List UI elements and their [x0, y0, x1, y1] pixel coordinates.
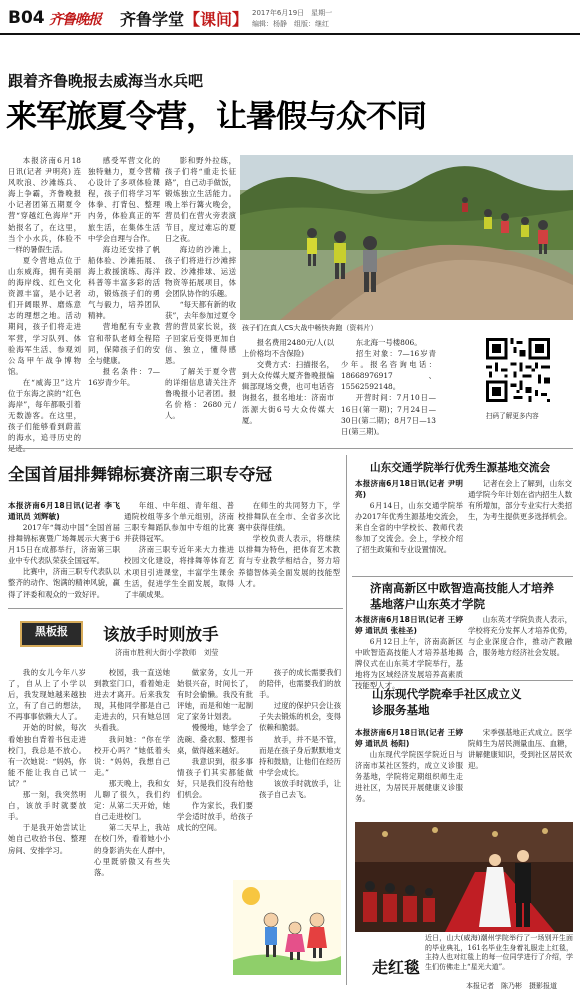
- column-col-3: [177, 667, 253, 879]
- paragraph: 交费方式：扫描报名，到大众传媒大厦齐鲁晚报编辑部现场交费，也可电话咨询报名，报名地址：济南市泺源大街6号大众传媒大厦。: [242, 360, 334, 425]
- paragraph: 报名费用2480元/人(以上价格均不含保险): [242, 338, 334, 359]
- section-name: 齐鲁学堂: [120, 10, 185, 29]
- paragraph: 我意识到，很多事情孩子们其实都能做好，只是我们没有给他们机会。: [177, 756, 253, 800]
- red-carpet-caption: [425, 934, 573, 980]
- paragraph: 报名条件：7—16岁青少年。: [88, 366, 160, 387]
- paragraph: 那一刻，我突然明白，该放手时就要放手。: [8, 790, 86, 822]
- column-col-4: [259, 667, 341, 879]
- paragraph: 招生对象：7—16岁青少年。报名咨询电话：18668976917、15562592148。: [341, 349, 436, 392]
- paragraph: 宋季强基地正式成立。医学院师生为居民测量血压、血糖，讲解健康知识，受到社区居民欢迎。: [468, 728, 572, 771]
- news2-headline: 济南高新区中欧智造高技能人才培养基地落户山东英才学院: [370, 581, 554, 611]
- paragraph: 夏令营地点位于山东威海，拥有美丽的海岸线、红色文化资源丰富，是小记者们开阔眼界、磨炼意志的理想之地。活动期间，孩子们将走进军营，学习队列、体验海军生活、参观刘公岛甲午战争博物馆。: [8, 255, 81, 376]
- paragraph: 开始的时候，每次看她独自背着书包走进校门，我总是不放心。有一次她说：“妈妈，你能不能让我自己试一试？”: [8, 723, 86, 788]
- news3-col-1: [355, 727, 463, 815]
- column-headline: 该放手时则放手: [103, 625, 219, 644]
- paragraph: 济南三职专近年来大力推进校园文化建设，将排舞等体育艺术项目引进课堂，丰富学生课余生活，促进学生全面发展，取得了丰硕成果。: [124, 545, 234, 599]
- kids-running-photo: [240, 155, 573, 320]
- paragraph: 孩子的成长需要我们的陪伴，也需要我们的放手。: [259, 668, 341, 700]
- lead-column-2: [88, 155, 160, 445]
- paragraph: 本报济南6月18日讯(记者 尹明亮) 连风吹浪、沙滩练兵、海上争霸，齐鲁晚报小记者团第五期夏令营“穿越红色海岸”开始报名了，在这里，当个小水兵，体验不一样的暑假生活。: [8, 156, 81, 254]
- paragraph: “每天都有新的收获”，去年参加过夏令营的营员家长说，孩子回家后变得更加自信、独立，懂得感恩。: [165, 300, 236, 365]
- paragraph: 影和野外拉练，孩子们将“重走长征路”，自己动手做饭，锻炼独立生活能力。晚上举行篝火晚会，营员们在营火旁表演节目，度过难忘的夏日之夜。: [165, 156, 236, 243]
- column-author: 济南市胜利大街小学教师 刘莹: [115, 648, 219, 657]
- news1-col-1: [355, 478, 463, 573]
- lead-info-right: [341, 337, 436, 445]
- paragraph: 慢慢地，她学会了洗碗、叠衣服、整理书桌，做得越来越好。: [177, 723, 253, 755]
- red-carpet-caption-text: 近日，山大(威海)潮州学院举行了一场别开生面的毕业典礼，161名毕业生身着礼服走上红毯，主持人也对红毯上的每一位同学进行了介绍，学生们仿佛走上“星光大道”。: [425, 934, 573, 971]
- paragraph: 年组、中年组、青年组、普通院校组等多个单元组别，济南三职专舞蹈队参加中专组的比赛并获得冠军。: [124, 501, 234, 544]
- red-carpet-credit: 本报记者 陈乃彬 摄影报道: [466, 982, 557, 990]
- kids-drawing-illustration: [233, 880, 341, 975]
- divider-2: [8, 608, 343, 609]
- lead-headline: 来军旅夏令营，让暑假与众不同: [6, 99, 426, 135]
- paragraph: 东北海一号楼806。: [355, 338, 422, 347]
- paragraph: 放手，并不是不管，而是在孩子身后默默地支持和鼓励，让他们在经历中学会成长。: [259, 734, 341, 777]
- paragraph: 感受军营文化的独特魅力，夏令营精心设计了多项体验课程，孩子们将学习军体拳、打背包、整理内务，体验真正的军旅生活，在集体生活中学会自理与合作。: [88, 156, 160, 243]
- paragraph: 2017年“舞动中国”全国首届排舞锦标赛暨广场舞展示大赛于6月15日在成都举行，济南第三职业中专代表队荣获全国冠军。: [8, 523, 120, 566]
- column-col-1: [8, 667, 86, 987]
- header-rule: [0, 33, 580, 35]
- lead-info-left: [242, 337, 334, 445]
- paragraph: 在师生的共同努力下，学校排舞队在全市、全省多次比赛中获得佳绩。: [238, 501, 340, 533]
- qr-code[interactable]: [486, 338, 550, 402]
- paragraph: 那天晚上，我和女儿聊了很久，我们约定：从第二天开始，她自己走进校门。: [94, 778, 170, 822]
- blackboard-badge-label: 黑板报: [35, 625, 68, 638]
- news2-byline: 本报济南6月18日讯(记者 王婷婷 通讯员 张桂圣): [355, 615, 463, 635]
- paragraph: 山东现代学院医学院近日与济南市某社区签约，成立义诊服务基地，学院将定期组织师生走进社区，为居民开展健康义诊服务。: [355, 750, 463, 804]
- graduation-photo: [355, 822, 573, 932]
- story2-column-2: [124, 500, 234, 608]
- paragraph: 营地配有专业教官和带队老师全程陪同，保障孩子们的安全与健康。: [88, 322, 160, 365]
- news3-headline: 山东现代学院牵手社区成立义诊服务基地: [372, 687, 522, 717]
- red-carpet-headline: 走红毯: [372, 958, 421, 977]
- story2-byline: 本报济南6月18日讯(记者 李飞 通讯员 刘辉敏): [8, 501, 120, 521]
- paragraph: 海边的沙滩上，孩子们将进行沙滩摔跤、沙滩排球、运送物资等拓展项目，体会团队协作的乐趣。: [165, 244, 236, 299]
- editor-credits: 编辑：杨静 组版：继红: [252, 20, 329, 28]
- page-header: [0, 0, 580, 34]
- paragraph: 学校负责人表示，将继续以排舞为特色，把体育艺术教育与专业教学相结合，努力培养德智体美全面发展的技能型人才。: [238, 534, 340, 588]
- paragraph: 该放手时就放手，让孩子自己去飞。: [259, 778, 341, 800]
- paragraph: 校园，我一直送她到教室门口，看着她走进去才离开。后来我发现，其他同学都是自己走进去的，只有她总回头看我。: [94, 668, 170, 733]
- paragraph: 6月12日上午，济南高新区中欧智造高技能人才培养基地揭牌仪式在山东英才学院举行，基地将为区域经济发展培养高素质技能型人才。: [355, 637, 463, 691]
- paragraph: 作为家长，我们要学会适时放手，给孩子成长的空间。: [177, 801, 253, 833]
- lead-photo-caption: 孩子们在真人CS大战中畅快奔跑（资料片）: [242, 324, 378, 332]
- paragraph: 做家务，女儿一开始很兴奋，时间长了，有时会偷懒。我没有批评她，而是和她一起制定了家务计划表。: [177, 668, 253, 722]
- news3-col-2: [468, 727, 572, 815]
- news2-col-1: [355, 614, 463, 691]
- blackboard-badge: [20, 621, 83, 647]
- section-column: 课间: [200, 10, 233, 29]
- qr-code-icon: [486, 338, 550, 402]
- qr-caption: 扫码了解更多内容: [486, 412, 539, 420]
- news1-col-2: [468, 478, 572, 573]
- paragraph: 于是我开始尝试让她自己收拾书包、整理房间、安排学习。: [8, 823, 86, 855]
- paragraph: 比赛中，济南三职专代表队以整齐的动作、饱满的精神风貌，赢得了评委和观众的一致好评。: [8, 567, 120, 599]
- column-col-2: [94, 667, 170, 987]
- paper-logo: 齐鲁晚报: [49, 12, 101, 28]
- paragraph: 我的女儿今年八岁了，自从上了小学以后，我发现她越来越独立，有了自己的想法，不再事事依赖大人了。: [8, 668, 86, 722]
- lead-column-1: [8, 155, 81, 445]
- paragraph: 记者在会上了解到，山东交通学院今年计划在省内招生人数有所增加，部分专业实行大类招生，为考生提供更多选择机会。: [468, 479, 572, 522]
- story2-column-1: [8, 500, 120, 608]
- divider-right-2: [352, 680, 573, 681]
- news1-headline: 山东交通学院举行优秀生源基地交流会: [370, 462, 551, 474]
- news1-byline: 本报济南6月18日讯(记者 尹明亮): [355, 479, 463, 499]
- story2-headline: 全国首届排舞锦标赛济南三职专夺冠: [8, 465, 272, 484]
- family-drawing: [233, 880, 341, 975]
- right-vertical-divider: [346, 455, 347, 985]
- divider-1: [8, 448, 573, 449]
- paragraph: 海边还安排了帆船体验、沙滩拓展、海上救援演练、海洋科普等丰富多彩的活动，锻炼孩子们的勇气与毅力，培养团队精神。: [88, 244, 160, 321]
- issue-date: 2017年6月19日 星期一: [252, 9, 333, 17]
- story2-column-3: [238, 500, 340, 608]
- paragraph: 6月14日，山东交通学院举办2017年优秀生源基地交流会，来自全省的中学校长、教师代表参加了交流会。会上，学校介绍了招生政策和专业设置情况。: [355, 501, 463, 555]
- lead-column-3: [165, 155, 236, 445]
- paragraph: 我问她：“你在学校开心吗？”她低着头说：“妈妈，我想自己走。”: [94, 734, 170, 777]
- red-carpet-photo: [355, 822, 573, 932]
- paragraph: 开营时间：7月10日—16日(第一期)；7月24日—30日(第二期)；8月7日—13日(第三期)。: [341, 393, 436, 436]
- lead-photo: [240, 155, 573, 320]
- paragraph: 了解关于夏令营的详细信息请关注齐鲁晚报小记者团。报名价格：2680元/人。: [165, 366, 236, 421]
- paragraph: 在“威海卫”这片位于东海之滨的“红色海岸”，每年都吸引着无数游客。在这里，孩子们能够看到蔚蓝的海水，追寻历史的: [8, 377, 81, 443]
- page-number: B04: [8, 8, 45, 28]
- paragraph: 山东英才学院负责人表示，学校将充分发挥人才培养优势，与企业深度合作，推动产教融合，服务地方经济社会发展。: [468, 615, 572, 658]
- news2-col-2: [468, 614, 572, 678]
- divider-right-1: [352, 576, 573, 577]
- news3-byline: 本报济南6月18日讯(记者 王婷婷 通讯员 杨阳): [355, 728, 463, 748]
- lead-kicker: 跟着齐鲁晚报去威海当水兵吧: [8, 72, 204, 90]
- paragraph: 第二天早上，我站在校门外，看着她小小的身影消失在人群中，心里既骄傲又有些失落。: [94, 823, 170, 877]
- paragraph: 过度的保护只会让孩子失去锻炼的机会，变得依赖和脆弱。: [259, 701, 341, 733]
- section-title: 齐鲁学堂【课间】: [120, 10, 249, 29]
